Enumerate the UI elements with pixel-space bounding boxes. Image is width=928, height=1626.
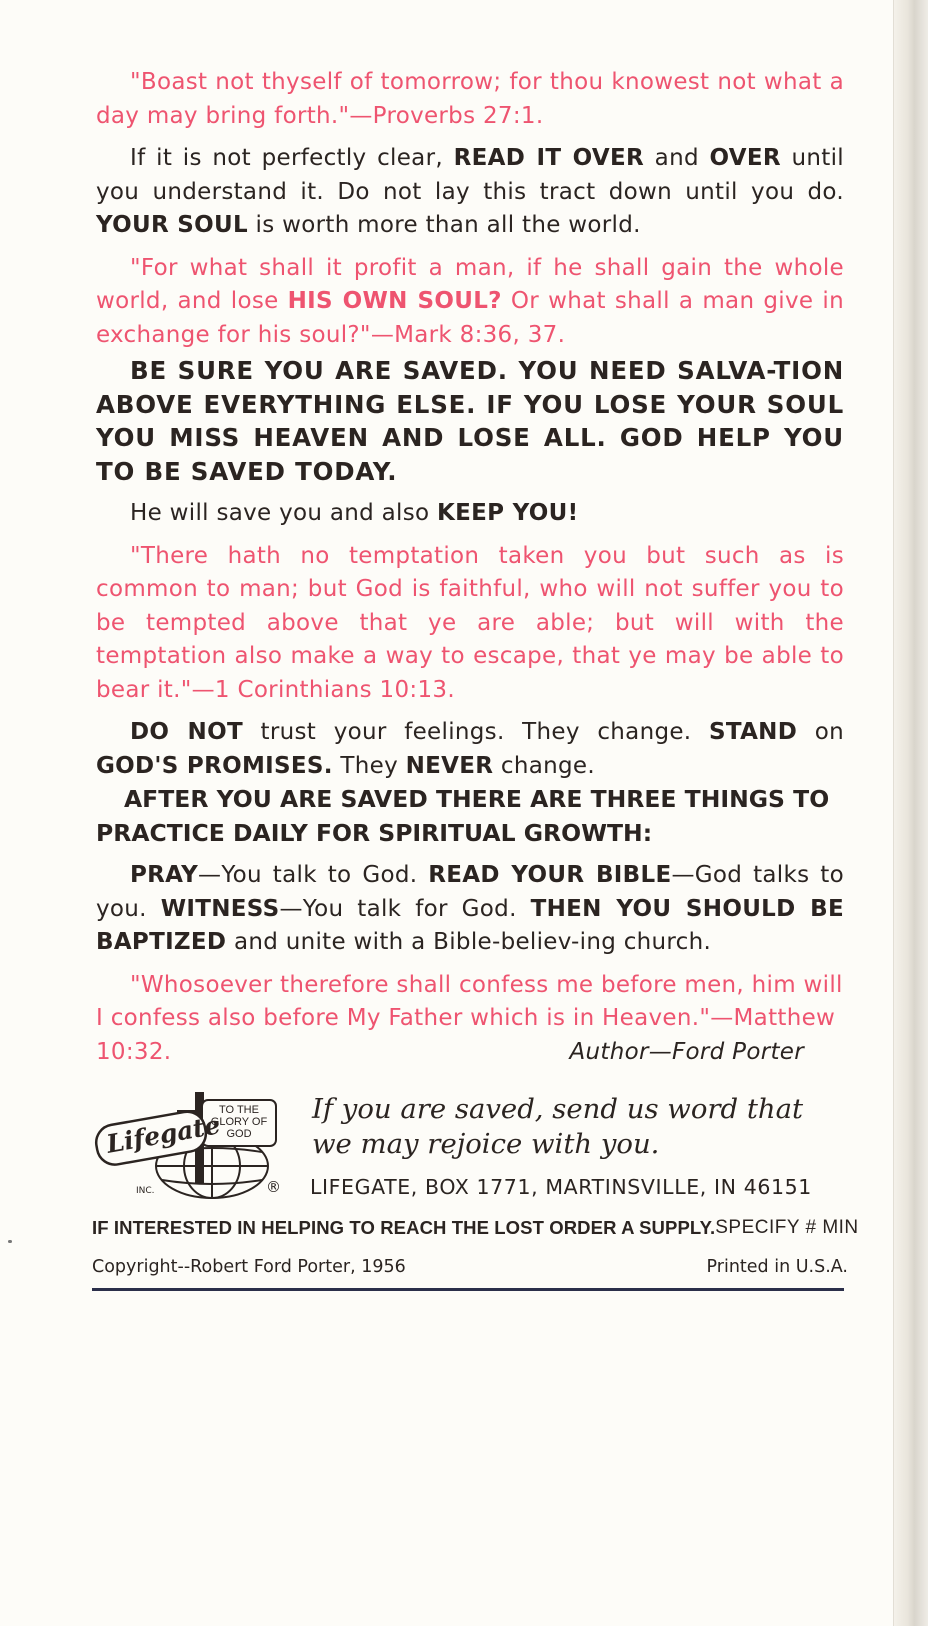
registered-mark: ® (266, 1178, 281, 1196)
logo-banner: TO THE GLORY OF GOD (210, 1104, 268, 1140)
order-supply-text: IF INTERESTED IN HELPING TO REACH THE LOST ORDER A SUPPLY. (92, 1217, 716, 1238)
be-sure-saved-paragraph: BE SURE YOU ARE SAVED. YOU NEED SALVA-TION ABOVE EVERYTHING ELSE. IF YOU LOSE YOUR SOUL YOU MISS HEAVEN AND LOSE ALL. GOD HELP YOU TO BE SAVED TODAY. (96, 356, 844, 486)
page-edge (893, 0, 928, 1626)
keep-you-line: He will save you and also KEEP YOU! (130, 500, 579, 526)
verse-proverbs: "Boast not thyself of tomorrow; for thou knowest not what a day may bring forth."—Proverbs 27:1. (96, 69, 844, 129)
verse-matthew: "Whosoever therefore shall confess me before men, him will I confess also before My Father which is in Heaven."—Matthew 10:32. Author—Ford Porter (96, 969, 844, 1070)
logo-inc: INC. (136, 1186, 155, 1196)
three-things-heading: AFTER YOU ARE SAVED THERE ARE THREE THINGS TO PRACTICE DAILY FOR SPIRITUAL GROWTH: (96, 785, 830, 847)
feelings-paragraph: DO NOT trust your feelings. They change. STAND on GOD'S PROMISES. They NEVER change. (96, 719, 844, 779)
logo-name: Lifegate (104, 1110, 223, 1159)
copyright-line (92, 1257, 848, 1277)
practice-paragraph: PRAY—You talk to God. READ YOUR BIBLE—God talks to you. WITNESS—You talk for God. THEN YOU SHOULD BE BAPTIZED and unite with a Bible-believ-ing church. (96, 862, 844, 955)
footer-rule (92, 1288, 844, 1291)
order-line (92, 1217, 859, 1239)
verse-mark: "For what shall it profit a man, if he shall gain the whole world, and lose HIS OWN SOUL? Or what shall a man give in exchange for his soul?"—Mark 8:36, 37. (96, 254, 844, 348)
send-word-message: If you are saved, send us word that we may rejoice with you. (312, 1093, 804, 1160)
tract-text (96, 66, 844, 1069)
author-credit: Author—Ford Porter (569, 1038, 804, 1065)
verse-corinthians: "There hath no temptation taken you but such as is common to man; but God is faithful, who will not suffer you to be tempted above that ye are able; but will with the temptation also make a way to escape, that ye may be able to bear it."—1 Corinthians 10:13. (96, 542, 844, 703)
copyright-text: Copyright--Robert Ford Porter, 1956 (92, 1257, 406, 1277)
paper-speck (8, 1240, 12, 1243)
specify-code: SPECIFY # MIN (715, 1217, 859, 1238)
lifegate-logo (92, 1092, 282, 1204)
mailing-address: LIFEGATE, BOX 1771, MARTINSVILLE, IN 46151 (310, 1175, 812, 1199)
printed-in-text: Printed in U.S.A. (706, 1257, 848, 1277)
read-it-over-paragraph: If it is not perfectly clear, READ IT OVER and OVER until you understand it. Do not lay this tract down until you do. YOUR SOUL is worth more than all the world. (96, 145, 844, 238)
